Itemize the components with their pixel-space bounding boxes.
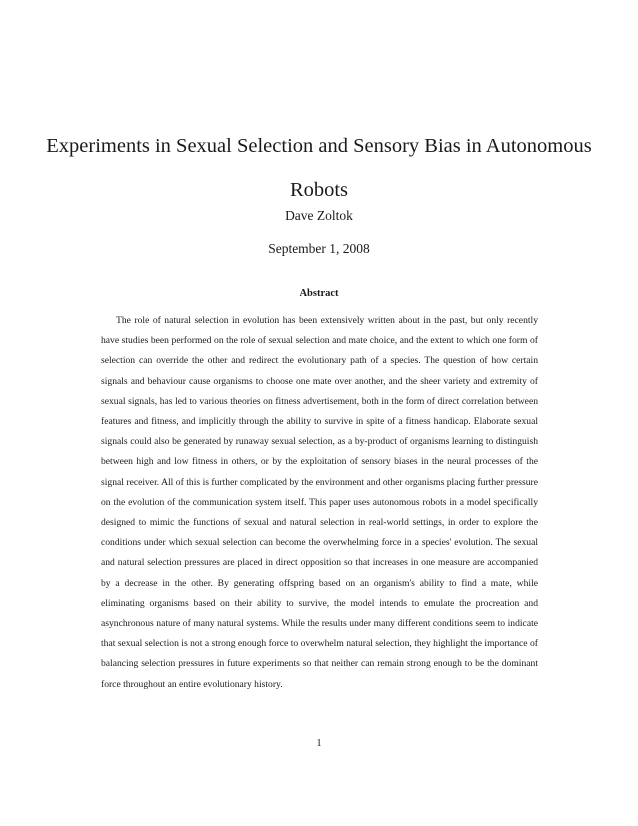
abstract-heading: Abstract xyxy=(299,288,339,299)
paper-title: Experiments in Sexual Selection and Sensory Bias in Autonomous Robots xyxy=(46,135,592,201)
page-number: 1 xyxy=(316,738,322,749)
author-name: Dave Zoltok xyxy=(285,208,353,223)
abstract-body: The role of natural selection in evolution has been extensively written about in the past, but only recently have studies been performed on the role of sexual selection and mate choice, and the extent to which one form of selection can override the other and redirect the evolutionary path of a species. The question of how certain signals and behaviour cause organisms to choose one mate over another, and the sheer variety and extremity of sexual signals, has led to various theories on fitness advertisement, both in the form of direct correlation between features and fitness, and implicitly through the ability to survive in spite of a fitness handicap. Elaborate sexual signals could also be generated by runaway sexual selection, as a by-product of organisms learning to distinguish between high and low fitness in others, or by the exploitation of sensory biases in the neural processes of the signal receiver. All of this is further complicated by the environment and other organisms placing further pressure on the evolution of the communication system itself. This paper uses autonomous robots in a model specifically designed to mimic the functions of sexual and natural selection in real-world settings, in order to explore the conditions under which sexual selection can become the overwhelming force in a species' evolution. The sexual and natural selection pressures are placed in direct opposition so that increases in one measure are accompanied by a decrease in the other. By generating offspring based on an organism's ability to find a mate, while eliminating organisms based on their ability to survive, the model intends to emulate the procreation and asynchronous nature of many natural systems. While the results under many different conditions seem to indicate that sexual selection is not a strong enough force to overwhelm natural selection, they highlight the importance of balancing selection pressures in future experiments so that neither can remain strong enough to be the dominant force throughout an entire evolutionary history. xyxy=(101,315,538,690)
publication-date: September 1, 2008 xyxy=(268,241,370,256)
